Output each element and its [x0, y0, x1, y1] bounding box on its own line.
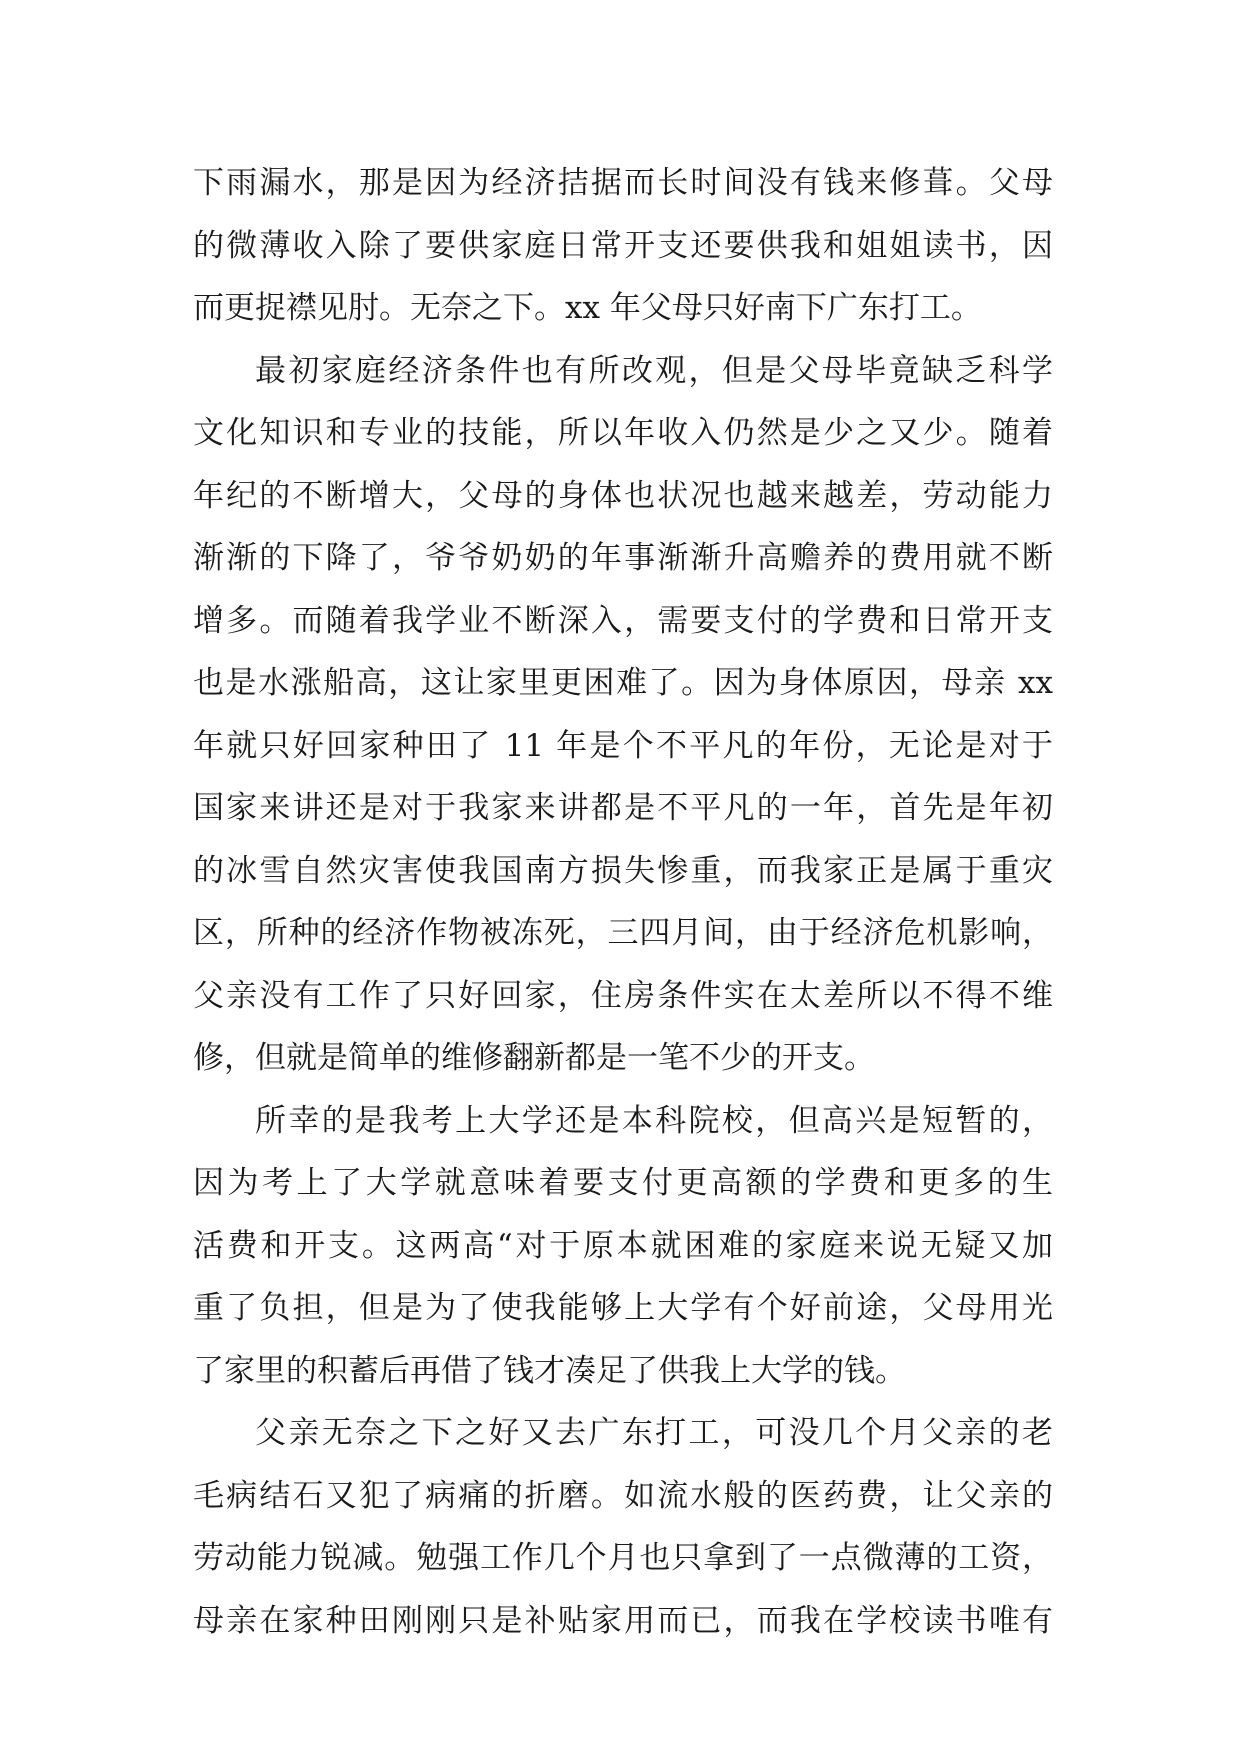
- body-text: [193, 152, 1053, 1652]
- text-line: 的冰雪自然灾害使我国南方损失惨重，而我家正是属于重灾: [193, 852, 1053, 889]
- text-line: 也是水涨船高，这让家里更困难了。因为身体原因，母亲 xx: [193, 665, 1053, 701]
- paragraph-first-line: 父亲无奈之下之好又去广东打工，可没几个月父亲的老: [255, 1415, 1053, 1451]
- text-line: 劳动能力锐减。勉强工作几个月也只拿到了一点微薄的工资，: [193, 1540, 1053, 1576]
- text-line: 父亲没有工作了只好回家，住房条件实在太差所以不得不维: [193, 977, 1053, 1014]
- text-line: 年纪的不断增大，父母的身体也状况也越来越差，劳动能力: [193, 477, 1053, 514]
- text-line: 的微薄收入除了要供家庭日常开支还要供我和姐姐读书，因: [193, 227, 1053, 264]
- paragraph-first-line: 所幸的是我考上大学还是本科院校，但高兴是短暂的，: [255, 1102, 1053, 1139]
- paragraph-first-line: 最初家庭经济条件也有所改观，但是父母毕竟缺乏科学: [255, 352, 1053, 389]
- text-line: 重了负担，但是为了使我能够上大学有个好前途，父母用光: [193, 1290, 1053, 1326]
- text-line: 了家里的积蓄后再借了钱才凑足了供我上大学的钱。: [193, 1352, 906, 1389]
- text-line: 因为考上了大学就意味着要支付更高额的学费和更多的生: [193, 1165, 1053, 1201]
- text-line: 渐渐的下降了，爷爷奶奶的年事渐渐升高赡养的费用就不断: [193, 540, 1053, 576]
- text-line: 增多。而随着我学业不断深入，需要支付的学费和日常开支: [193, 602, 1053, 639]
- text-line: 活费和开支。这两高“对于原本就困难的家庭来说无疑又加: [193, 1227, 1053, 1264]
- text-line: 国家来讲还是对于我家来讲都是不平凡的一年，首先是年初: [193, 790, 1053, 826]
- text-line: 文化知识和专业的技能，所以年收入仍然是少之又少。随着: [193, 415, 1053, 451]
- text-line: 而更捉襟见肘。无奈之下。xx 年父母只好南下广东打工。: [193, 290, 982, 326]
- text-line: 毛病结石又犯了病痛的折磨。如流水般的医药费，让父亲的: [193, 1477, 1053, 1514]
- text-line: 下雨漏水，那是因为经济拮据而长时间没有钱来修葺。父母: [193, 165, 1053, 201]
- text-line: 区，所种的经济作物被冻死，三四月间，由于经济危机影响，: [193, 915, 1053, 951]
- text-line: 修，但就是简单的维修翻新都是一笔不少的开支。: [193, 1040, 875, 1076]
- text-line: 母亲在家种田刚刚只是补贴家用而已，而我在学校读书唯有: [193, 1602, 1053, 1639]
- text-line: 年就只好回家种田了 11 年是个不平凡的年份，无论是对于: [193, 727, 1053, 764]
